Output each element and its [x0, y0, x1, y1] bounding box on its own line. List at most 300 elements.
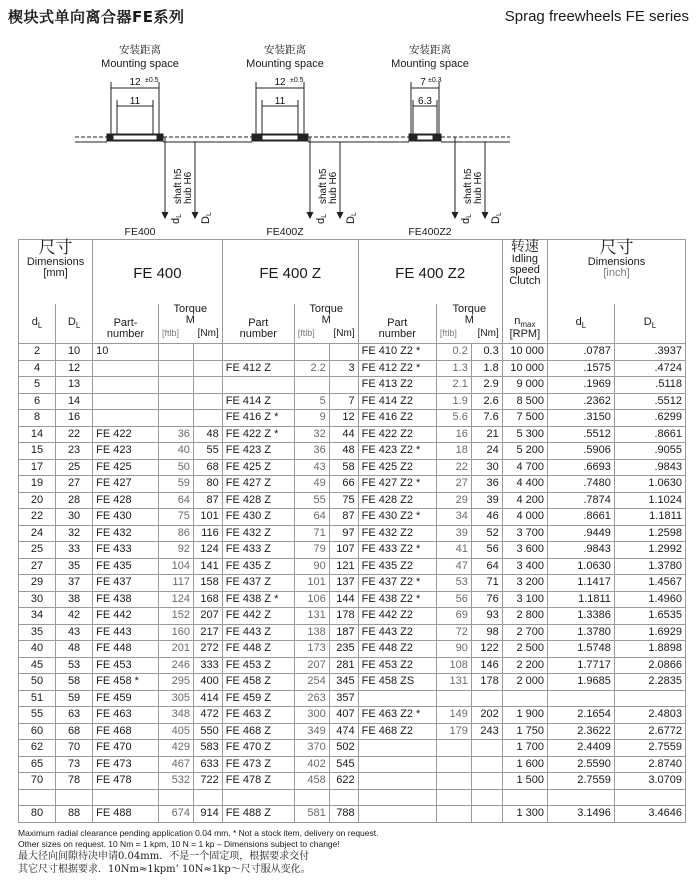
- cell-t3f: 27: [436, 476, 471, 493]
- diagram-fe400z2: [335, 42, 525, 238]
- cell-din: 1.0630: [548, 558, 615, 575]
- cell-p3: FE 448 Z2: [358, 641, 436, 658]
- cell-t3n: [471, 773, 502, 790]
- cell-p1: FE 425: [93, 459, 159, 476]
- cell-t3f: 34: [436, 509, 471, 526]
- cell-t3f: [436, 756, 471, 773]
- shaft-label: shaft h5: [463, 168, 474, 204]
- col-torque-2: Torque M [ftlb] [Nm]: [294, 304, 358, 344]
- cell-t2f: 5: [294, 393, 329, 410]
- cell-n: 10 000: [502, 344, 547, 361]
- cell-t2n: 622: [329, 773, 358, 790]
- cell-din: .5512: [548, 426, 615, 443]
- cell-Din: .8661: [614, 426, 685, 443]
- cell-p3: FE 416 Z2: [358, 410, 436, 427]
- cell-p3: FE 427 Z2 *: [358, 476, 436, 493]
- cell-t3f: 47: [436, 558, 471, 575]
- cell-din: 1.3386: [548, 608, 615, 625]
- cell-t2f: 300: [294, 707, 329, 724]
- cell-t3f: 29: [436, 492, 471, 509]
- cell-t3f: 22: [436, 459, 471, 476]
- cell-t2n: 66: [329, 476, 358, 493]
- cell-t3f: 56: [436, 591, 471, 608]
- cell-t2n: 788: [329, 806, 358, 823]
- cell-dl: 35: [19, 624, 56, 641]
- cell-t1f: 40: [158, 443, 193, 460]
- DL-label: DL: [345, 212, 358, 224]
- cell-n: 1 700: [502, 740, 547, 757]
- cell-p2: FE 416 Z *: [222, 410, 294, 427]
- cell-p1: 10: [93, 344, 159, 361]
- cell-t3n: 202: [471, 707, 502, 724]
- cell-n: 1 600: [502, 756, 547, 773]
- cell-t3f: 72: [436, 624, 471, 641]
- dim-outer: 12: [129, 77, 141, 88]
- cell-din: 2.5590: [548, 756, 615, 773]
- cell-DL: 48: [56, 641, 93, 658]
- cell-dl: 19: [19, 476, 56, 493]
- table-row: [19, 773, 686, 790]
- cell-din: 2.4409: [548, 740, 615, 757]
- diagram-label-en: Mounting space: [391, 58, 469, 70]
- cell-p1: FE 427: [93, 476, 159, 493]
- cell-p2: FE 432 Z: [222, 525, 294, 542]
- cell-t2f: 101: [294, 575, 329, 592]
- cell-din: .7874: [548, 492, 615, 509]
- cell-din: 2.7559: [548, 773, 615, 790]
- table-row: [19, 558, 686, 575]
- cell-t1f: 348: [158, 707, 193, 724]
- table-row: [19, 657, 686, 674]
- cell-din: .1969: [548, 377, 615, 394]
- cell-dl: 45: [19, 657, 56, 674]
- table-row: [19, 459, 686, 476]
- cell-p3: [358, 789, 436, 806]
- cell-din: 2.1654: [548, 707, 615, 724]
- cell-t2f: 9: [294, 410, 329, 427]
- cell-p1: FE 437: [93, 575, 159, 592]
- cell-t3f: 90: [436, 641, 471, 658]
- cell-p3: FE 443 Z2: [358, 624, 436, 641]
- cell-t3f: 0.2: [436, 344, 471, 361]
- cell-t2f: 138: [294, 624, 329, 641]
- cell-t3n: 39: [471, 492, 502, 509]
- cell-p1: [93, 410, 159, 427]
- cell-t3f: 179: [436, 723, 471, 740]
- cell-n: 1 300: [502, 806, 547, 823]
- cell-t1n: [193, 344, 222, 361]
- cell-dl: 8: [19, 410, 56, 427]
- cell-t1f: [158, 393, 193, 410]
- cell-din: .1575: [548, 360, 615, 377]
- cell-dl: 80: [19, 806, 56, 823]
- cell-n: 3 400: [502, 558, 547, 575]
- cell-p3: [358, 773, 436, 790]
- cell-p3: FE 437 Z2 *: [358, 575, 436, 592]
- table-row: [19, 591, 686, 608]
- cell-t2f: 458: [294, 773, 329, 790]
- cell-p3: FE 453 Z2: [358, 657, 436, 674]
- cell-p2: [222, 789, 294, 806]
- series-fe400z-header: FE 400 Z: [222, 240, 358, 304]
- table-row: [19, 723, 686, 740]
- cell-p3: FE 433 Z2 *: [358, 542, 436, 559]
- shaft-label: shaft h5: [173, 168, 184, 204]
- cell-p2: FE 437 Z: [222, 575, 294, 592]
- cell-DL: [56, 789, 93, 806]
- cell-DL: 78: [56, 773, 93, 790]
- cell-p3: FE 410 Z2 *: [358, 344, 436, 361]
- cell-t1n: 141: [193, 558, 222, 575]
- cell-t2f: 36: [294, 443, 329, 460]
- cell-p2: FE 422 Z *: [222, 426, 294, 443]
- cell-p2: FE 453 Z: [222, 657, 294, 674]
- cell-din: .6693: [548, 459, 615, 476]
- cell-dl: 70: [19, 773, 56, 790]
- cell-t3n: 64: [471, 558, 502, 575]
- cell-Din: 1.2992: [614, 542, 685, 559]
- cell-t2n: 474: [329, 723, 358, 740]
- cell-t3n: 2.6: [471, 393, 502, 410]
- cell-Din: 1.8898: [614, 641, 685, 658]
- cell-n: 2 800: [502, 608, 547, 625]
- cell-t1f: [158, 377, 193, 394]
- cell-p1: FE 448: [93, 641, 159, 658]
- cell-t1n: 55: [193, 443, 222, 460]
- cell-Din: 2.7559: [614, 740, 685, 757]
- cell-t3f: [436, 789, 471, 806]
- cell-t1n: 333: [193, 657, 222, 674]
- dl-label: dL: [170, 213, 183, 224]
- cell-t3n: 36: [471, 476, 502, 493]
- cell-p3: FE 412 Z2 *: [358, 360, 436, 377]
- cell-Din: .6299: [614, 410, 685, 427]
- cell-t2f: [294, 377, 329, 394]
- cell-Din: 1.4960: [614, 591, 685, 608]
- table-row: [19, 641, 686, 658]
- cell-DL: 25: [56, 459, 93, 476]
- cell-t3n: 24: [471, 443, 502, 460]
- cell-Din: 1.3780: [614, 558, 685, 575]
- shaft-label: shaft h5: [318, 168, 329, 204]
- cell-DL: 12: [56, 360, 93, 377]
- cell-t2n: 58: [329, 459, 358, 476]
- cell-t3f: [436, 773, 471, 790]
- cell-p1: FE 459: [93, 690, 159, 707]
- cell-p2: FE 443 Z: [222, 624, 294, 641]
- product-table: [18, 239, 686, 823]
- cell-dl: 25: [19, 542, 56, 559]
- cell-n: 5 200: [502, 443, 547, 460]
- col-torque-1: Torque M [ftlb] [Nm]: [158, 304, 222, 344]
- table-row: [19, 492, 686, 509]
- cell-p3: FE 435 Z2: [358, 558, 436, 575]
- cell-DL: 16: [56, 410, 93, 427]
- cell-p1: FE 430: [93, 509, 159, 526]
- cell-p3: [358, 690, 436, 707]
- cell-p3: FE 463 Z2 *: [358, 707, 436, 724]
- cell-t3n: 46: [471, 509, 502, 526]
- cell-t3n: 7.6: [471, 410, 502, 427]
- cell-Din: 3.0709: [614, 773, 685, 790]
- cell-DL: 30: [56, 509, 93, 526]
- cell-Din: 2.0866: [614, 657, 685, 674]
- cell-t2n: 281: [329, 657, 358, 674]
- cell-n: 8 500: [502, 393, 547, 410]
- table-row: [19, 410, 686, 427]
- cell-t2n: 187: [329, 624, 358, 641]
- table-row: [19, 344, 686, 361]
- cell-p1: FE 443: [93, 624, 159, 641]
- cell-t3n: 52: [471, 525, 502, 542]
- diagram-label-cn: 安装距离: [119, 44, 161, 56]
- cell-t3f: 108: [436, 657, 471, 674]
- table-row: [19, 575, 686, 592]
- cell-t2n: 3: [329, 360, 358, 377]
- cell-n: 2 000: [502, 674, 547, 691]
- cell-t1f: 246: [158, 657, 193, 674]
- col-part-number-1: Part- number: [93, 304, 159, 344]
- cell-DL: 32: [56, 525, 93, 542]
- cell-t3n: 178: [471, 674, 502, 691]
- cell-p3: FE 425 Z2: [358, 459, 436, 476]
- col-dl-inch: $d_L$: [548, 304, 615, 344]
- cell-t1n: 124: [193, 542, 222, 559]
- cell-Din: 1.4567: [614, 575, 685, 592]
- cell-t2n: [329, 789, 358, 806]
- cell-t3f: 2.1: [436, 377, 471, 394]
- cell-t1n: 68: [193, 459, 222, 476]
- cell-t2f: 263: [294, 690, 329, 707]
- cell-t3n: 98: [471, 624, 502, 641]
- cell-Din: .5512: [614, 393, 685, 410]
- cell-t2n: 7: [329, 393, 358, 410]
- cell-t1n: [193, 393, 222, 410]
- cell-DL: 22: [56, 426, 93, 443]
- cell-t1f: 295: [158, 674, 193, 691]
- diagram-label-en: Mounting space: [246, 58, 324, 70]
- diagram-caption: FE400Z: [266, 226, 304, 238]
- cell-t2n: 107: [329, 542, 358, 559]
- cell-DL: 33: [56, 542, 93, 559]
- cell-n: 2 200: [502, 657, 547, 674]
- dims-inch-header: 尺寸 Dimensions [inch]: [548, 240, 686, 304]
- cell-p2: FE 430 Z: [222, 509, 294, 526]
- cell-t3n: 122: [471, 641, 502, 658]
- cell-Din: 2.8740: [614, 756, 685, 773]
- table-row: [19, 806, 686, 823]
- cell-t3n: 30: [471, 459, 502, 476]
- cell-t3n: 76: [471, 591, 502, 608]
- cell-p1: FE 442: [93, 608, 159, 625]
- cell-DL: 59: [56, 690, 93, 707]
- cell-t3f: [436, 690, 471, 707]
- cell-t1n: 80: [193, 476, 222, 493]
- cell-p3: FE 423 Z2 *: [358, 443, 436, 460]
- cell-p2: FE 470 Z: [222, 740, 294, 757]
- cell-Din: 1.0630: [614, 476, 685, 493]
- cell-t3n: 71: [471, 575, 502, 592]
- cell-p3: FE 442 Z2: [358, 608, 436, 625]
- cell-p2: FE 428 Z: [222, 492, 294, 509]
- cell-t1n: 472: [193, 707, 222, 724]
- cell-dl: 2: [19, 344, 56, 361]
- cell-din: .0787: [548, 344, 615, 361]
- cell-t3f: 16: [436, 426, 471, 443]
- dim-outer-tol: ±0.5: [145, 77, 159, 84]
- cell-t2f: 106: [294, 591, 329, 608]
- cell-p1: FE 473: [93, 756, 159, 773]
- cell-t1f: 305: [158, 690, 193, 707]
- cell-p3: [358, 740, 436, 757]
- cell-p2: FE 488 Z: [222, 806, 294, 823]
- cell-t3n: [471, 690, 502, 707]
- table-row: [19, 789, 686, 806]
- cell-n: [502, 690, 547, 707]
- dim-inner: 11: [129, 96, 141, 107]
- cell-t2f: 581: [294, 806, 329, 823]
- cell-p2: FE 442 Z: [222, 608, 294, 625]
- note-cn-2: 其它尺寸根据要求．10Nm≈1kpm’ 10N≈1kp～尺寸服从变化。: [18, 864, 311, 875]
- dims-mm-header: 尺寸 Dimensions [mm]: [19, 240, 93, 304]
- cell-t3f: 39: [436, 525, 471, 542]
- cell-p2: FE 433 Z: [222, 542, 294, 559]
- cell-p2: FE 448 Z: [222, 641, 294, 658]
- cell-din: 1.3780: [548, 624, 615, 641]
- table-body: [19, 344, 686, 823]
- cell-t1f: 64: [158, 492, 193, 509]
- cell-t2n: 357: [329, 690, 358, 707]
- cell-dl: 34: [19, 608, 56, 625]
- cell-DL: 13: [56, 377, 93, 394]
- diagram-label-cn: 安装距离: [264, 44, 306, 56]
- dim-outer: 7: [420, 77, 426, 88]
- table-row: [19, 426, 686, 443]
- cell-DL: 23: [56, 443, 93, 460]
- note-en-1: Maximum radial clearance pending application 0.04 mm. * Not a stock item, delivery on request.: [18, 828, 379, 838]
- cell-t3n: 1.8: [471, 360, 502, 377]
- table-row: [19, 674, 686, 691]
- series-fe400-header: FE 400: [93, 240, 223, 304]
- col-DL-inch: $D_L$: [614, 304, 685, 344]
- cell-p3: FE 430 Z2 *: [358, 509, 436, 526]
- cell-p3: [358, 756, 436, 773]
- cell-t1f: 201: [158, 641, 193, 658]
- series-fe400z2-header: FE 400 Z2: [358, 240, 502, 304]
- cell-t3n: 243: [471, 723, 502, 740]
- cell-din: .9449: [548, 525, 615, 542]
- cell-p2: FE 468 Z: [222, 723, 294, 740]
- cell-DL: 28: [56, 492, 93, 509]
- cell-din: [548, 690, 615, 707]
- cell-t1n: 400: [193, 674, 222, 691]
- dl-label: dL: [460, 213, 473, 224]
- speed-header: 转速 Idling speed Clutch: [502, 240, 547, 304]
- cell-Din: [614, 690, 685, 707]
- cell-p3: FE 458 ZS: [358, 674, 436, 691]
- diagram-caption: FE400Z2: [408, 226, 452, 238]
- cell-p2: FE 458 Z: [222, 674, 294, 691]
- cell-dl: 30: [19, 591, 56, 608]
- cell-Din: 2.2835: [614, 674, 685, 691]
- table-row: [19, 525, 686, 542]
- cell-din: 1.9685: [548, 674, 615, 691]
- cell-t2n: 75: [329, 492, 358, 509]
- cell-t2n: 12: [329, 410, 358, 427]
- cell-t2n: 48: [329, 443, 358, 460]
- cell-p2: [222, 344, 294, 361]
- cell-t1n: 116: [193, 525, 222, 542]
- cell-n: 5 300: [502, 426, 547, 443]
- cell-DL: 14: [56, 393, 93, 410]
- cell-t2f: 55: [294, 492, 329, 509]
- dim-inner: 11: [274, 96, 286, 107]
- cell-t3f: 1.9: [436, 393, 471, 410]
- cell-t3n: 2.9: [471, 377, 502, 394]
- cell-t3f: 1.3: [436, 360, 471, 377]
- cell-dl: 24: [19, 525, 56, 542]
- cell-DL: 43: [56, 624, 93, 641]
- cell-t1f: [158, 789, 193, 806]
- cell-p1: FE 463: [93, 707, 159, 724]
- dim-outer: 12: [274, 77, 286, 88]
- cell-p1: FE 438: [93, 591, 159, 608]
- cell-t3n: [471, 756, 502, 773]
- cell-p3: FE 428 Z2: [358, 492, 436, 509]
- table-row: [19, 608, 686, 625]
- cell-dl: 29: [19, 575, 56, 592]
- cell-din: 1.7717: [548, 657, 615, 674]
- cell-dl: 55: [19, 707, 56, 724]
- cell-t2f: 90: [294, 558, 329, 575]
- cell-t2f: 349: [294, 723, 329, 740]
- cell-p1: FE 433: [93, 542, 159, 559]
- hub-label: hub H6: [183, 171, 194, 204]
- cell-t2n: 97: [329, 525, 358, 542]
- cell-t1f: 75: [158, 509, 193, 526]
- cell-Din: .3937: [614, 344, 685, 361]
- cell-dl: [19, 789, 56, 806]
- cell-t1f: 467: [158, 756, 193, 773]
- cell-t1n: 583: [193, 740, 222, 757]
- cell-n: 4 700: [502, 459, 547, 476]
- cell-Din: .5118: [614, 377, 685, 394]
- cell-t3n: 146: [471, 657, 502, 674]
- cell-p1: FE 478: [93, 773, 159, 790]
- cell-t1f: 36: [158, 426, 193, 443]
- cell-t2f: 2.2: [294, 360, 329, 377]
- cell-DL: 35: [56, 558, 93, 575]
- cell-n: 3 200: [502, 575, 547, 592]
- cell-DL: 38: [56, 591, 93, 608]
- cell-dl: 65: [19, 756, 56, 773]
- cell-t2f: 64: [294, 509, 329, 526]
- cell-dl: 60: [19, 723, 56, 740]
- cell-DL: 37: [56, 575, 93, 592]
- cell-p1: FE 422: [93, 426, 159, 443]
- cell-dl: 17: [19, 459, 56, 476]
- cell-Din: .9055: [614, 443, 685, 460]
- cell-t2n: [329, 344, 358, 361]
- cell-DL: 58: [56, 674, 93, 691]
- cell-t1f: 104: [158, 558, 193, 575]
- DL-label: DL: [490, 212, 503, 224]
- cell-t1f: 152: [158, 608, 193, 625]
- hub-label: hub H6: [473, 171, 484, 204]
- cell-dl: 62: [19, 740, 56, 757]
- cell-Din: 2.4803: [614, 707, 685, 724]
- cell-p1: FE 423: [93, 443, 159, 460]
